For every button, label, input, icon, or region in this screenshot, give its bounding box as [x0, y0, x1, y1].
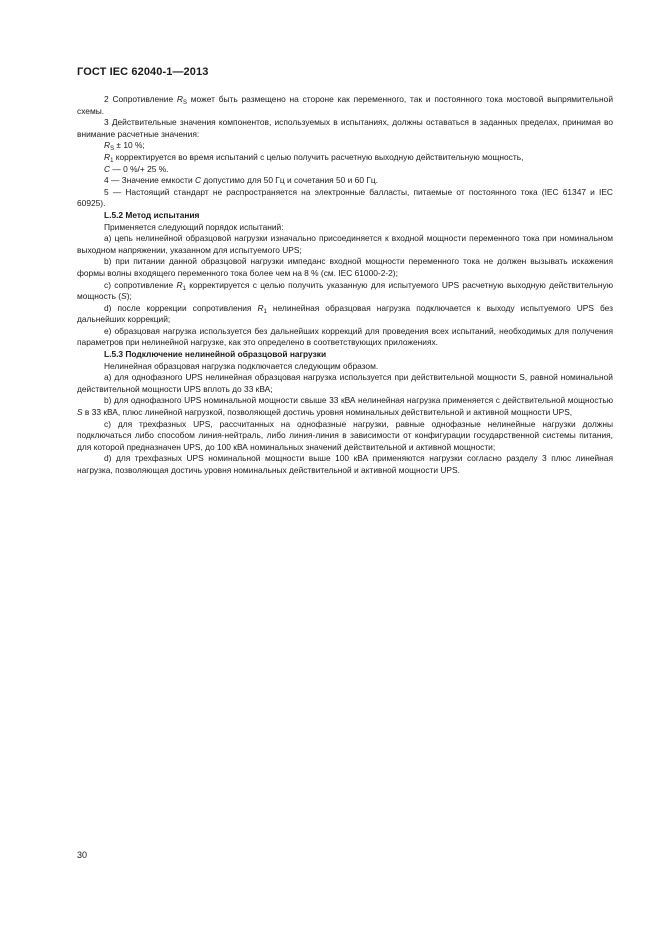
note-5: 5 — Настоящий стандарт не распространяется на электронные балласты, питаемые от постоянного тока (IEC 61347 и IEC 60925).	[77, 186, 613, 209]
r1-correction: $R_1$ корректируется во время испытаний с целью получить расчетную выходную действительную мощность,	[104, 151, 524, 164]
note-2: 2 Сопротивление $R_S$ может быть размещено на стороне как переменного, так и постоянного тока мостовой выпрямительной схемы.	[77, 94, 613, 116]
rs-tolerance: $R_S \pm 10$ %;	[104, 140, 145, 153]
s553-intro: Нелинейная образцовая нагрузка подключается следующим образом.	[104, 360, 379, 371]
document-body	[77, 94, 613, 477]
s552-intro: Применяется следующий порядок испытаний:	[104, 221, 284, 232]
s552-item-c: c) сопротивление $R_1$ корректируется с целью получить указанную для испытуемого UPS расчетную выходную действительную мощность (S);	[77, 279, 613, 302]
page-header-standard-code: ГОСТ IEC 62040-1—2013	[77, 66, 209, 78]
s553-item-c: c) для трехфазных UPS, рассчитанных на однофазные нагрузки, равные однофазные нелинейные нагрузки должны подключаться либо способом линия-нейтраль, либо линия-линия в зависимости от конфигурации государственной системы питания, для которой предназначен UPS, до 100 кВА номинальных значений действительной и активной мощности;	[77, 418, 613, 452]
s552-item-b: b) при питании данной образцовой нагрузки импеданс входной мощности переменного тока не должен вызывать искажения формы волны входящего переменного тока более чем на 8 % (см. IEC 61000-2-2);	[77, 256, 613, 278]
s552-item-d: d) после коррекции сопротивления $R_1$ нелинейная образцовая нагрузка подключается к выходу испытуемого UPS без дальнейших коррекций;	[77, 302, 613, 325]
c-tolerance: C — 0 %/+ 25 %.	[104, 163, 169, 174]
s553-item-a: a) для однофазного UPS нелинейная образцовая нагрузка используется при действительной мощности S, равной номинальной действительной мощности UPS вплоть до 33 кВА;	[77, 372, 613, 394]
s553-item-b: b) для однофазного UPS номинальной мощности свыше 33 кВА нелинейная нагрузка применяется с действительной мощностью S в 33 кВА, плюс линейной нагрузкой, позволяющей достичь уровня номинальных действительной и активной мощности UPS,	[77, 395, 613, 418]
note-3: 3 Действительные значения компонентов, используемых в испытаниях, должны оставаться в заданных пределах, принимая во внимание расчетные значения:	[77, 117, 613, 139]
section-heading-l53: L.5.3 Подключение нелинейной образцовой нагрузки	[104, 349, 327, 360]
s552-item-e: e) образцовая нагрузка используется без дальнейших коррекций для проведения всех испытаний, необходимых для получения параметров при нелинейной нагрузке, как это определено в соответствующих приложениях.	[77, 325, 613, 348]
page-number: 30	[77, 850, 88, 860]
section-heading-l52: L.5.2 Метод испытания	[104, 209, 200, 220]
s553-item-d: d) для трехфазных UPS номинальной мощности выше 100 кВА применяются нагрузки согласно разделу 3 плюс линейная нагрузка, позволяющая достичь уровня номинальных действительной и активной мощности UPS.	[77, 453, 613, 475]
s552-item-a: a) цепь нелинейной образцовой нагрузки изначально присоединяется к входной мощности переменного тока при номинальном выходном напряжении, указанном для испытуемого UPS;	[77, 233, 613, 255]
note-4: 4 — Значение емкости C допустимо для 50 Гц и сочетания 50 и 60 Гц.	[104, 175, 378, 186]
